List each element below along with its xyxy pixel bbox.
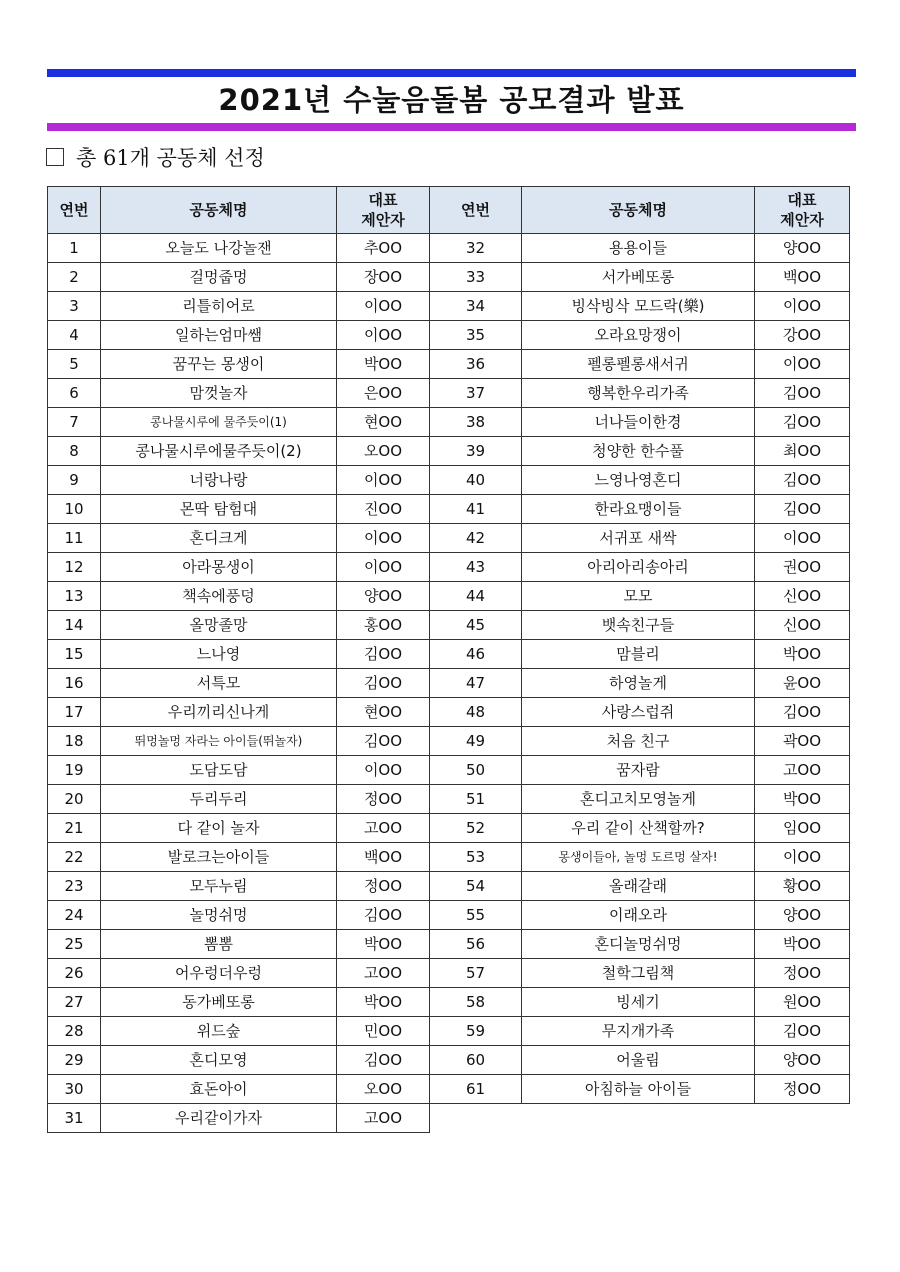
cell-rep: 고OO [755,756,850,785]
table-row [48,292,430,321]
cell-rep: 정OO [337,872,430,901]
cell-no: 49 [430,727,522,756]
cell-no: 55 [430,901,522,930]
cell-rep: 신OO [755,582,850,611]
cell-name: 맘블리 [522,640,755,669]
cell-no: 17 [48,698,101,727]
table-row [430,495,850,524]
cell-rep: 고OO [337,814,430,843]
cell-name: 빙세기 [522,988,755,1017]
table-row [48,756,430,785]
cell-rep: 민OO [337,1017,430,1046]
table-row [48,263,430,292]
cell-no: 36 [430,350,522,379]
cell-name: 몬딱 탐험대 [101,495,337,524]
cell-name: 이래오라 [522,901,755,930]
subtitle-text: 총 61개 공동체 선정 [76,146,265,170]
cell-rep: 황OO [755,872,850,901]
cell-rep: 정OO [755,1075,850,1104]
cell-name: 뛰멍놀멍 자라는 아이들(뛰놀자) [101,727,337,756]
cell-name: 모모 [522,582,755,611]
table-row [48,524,430,553]
cell-no: 40 [430,466,522,495]
cell-name: 너나들이한경 [522,408,755,437]
table-row [430,466,850,495]
cell-name: 혼디고치모영놀게 [522,785,755,814]
table-row [48,1075,430,1104]
cell-no: 34 [430,292,522,321]
table-row [430,959,850,988]
page-title: 2021년 수눌음돌봄 공모결과 발표 [218,83,685,117]
cell-rep: 임OO [755,814,850,843]
cell-rep: 홍OO [337,611,430,640]
cell-name: 하영놀게 [522,669,755,698]
cell-rep: 곽OO [755,727,850,756]
subtitle [46,144,265,172]
table-row [430,234,850,263]
table-row [48,640,430,669]
cell-name: 꿈자람 [522,756,755,785]
table-row [430,553,850,582]
cell-name: 무지개가족 [522,1017,755,1046]
cell-no: 53 [430,843,522,872]
table-row [430,1075,850,1104]
cell-name: 아라몽생이 [101,553,337,582]
cell-name: 놀멍쉬멍 [101,901,337,930]
cell-no: 46 [430,640,522,669]
table-row [48,466,430,495]
checkbox-square-icon [46,148,64,166]
cell-no: 14 [48,611,101,640]
cell-no: 16 [48,669,101,698]
cell-no: 26 [48,959,101,988]
cell-no: 22 [48,843,101,872]
cell-no: 37 [430,379,522,408]
table-row [48,1017,430,1046]
table-row [430,669,850,698]
cell-no: 35 [430,321,522,350]
cell-no: 42 [430,524,522,553]
cell-no: 4 [48,321,101,350]
table-row [430,988,850,1017]
cell-rep: 김OO [337,901,430,930]
cell-name: 뽐뽐 [101,930,337,959]
table-row [430,437,850,466]
table-row [48,234,430,263]
table-row [48,930,430,959]
cell-no: 23 [48,872,101,901]
cell-no: 2 [48,263,101,292]
cell-no: 21 [48,814,101,843]
cell-rep: 윤OO [755,669,850,698]
cell-rep: 박OO [337,988,430,1017]
cell-rep: 김OO [337,727,430,756]
cell-rep: 박OO [337,350,430,379]
header-rep-line1: 대표 [787,191,817,209]
table-row [430,1017,850,1046]
cell-name: 오라요망쟁이 [522,321,755,350]
cell-rep: 김OO [755,408,850,437]
cell-name: 서귀포 새싹 [522,524,755,553]
table-row [430,843,850,872]
results-table-left [47,186,430,1133]
table-row [430,814,850,843]
cell-rep: 양OO [755,234,850,263]
cell-no: 57 [430,959,522,988]
cell-rep: 추OO [337,234,430,263]
table-row [430,872,850,901]
table-row [430,263,850,292]
cell-no: 7 [48,408,101,437]
header-rep-line2: 제안자 [361,211,405,229]
cell-name: 느영나영혼디 [522,466,755,495]
cell-name: 오늘도 나강놀잰 [101,234,337,263]
cell-rep: 은OO [337,379,430,408]
cell-name: 콩나물시루에물주듯이(2) [101,437,337,466]
cell-rep: 이OO [755,292,850,321]
cell-rep: 박OO [337,930,430,959]
cell-name: 어울림 [522,1046,755,1075]
table-row [48,669,430,698]
cell-rep: 정OO [337,785,430,814]
cell-name: 일하는엄마쌤 [101,321,337,350]
cell-rep: 강OO [755,321,850,350]
table-row [430,350,850,379]
table-header-row [48,187,430,234]
cell-no: 10 [48,495,101,524]
table-row [430,727,850,756]
cell-rep: 원OO [755,988,850,1017]
cell-no: 44 [430,582,522,611]
table-row [430,379,850,408]
cell-no: 59 [430,1017,522,1046]
table-row [48,698,430,727]
table-row [430,930,850,959]
cell-name: 느나영 [101,640,337,669]
cell-name: 너랑나랑 [101,466,337,495]
cell-no: 48 [430,698,522,727]
table-row [430,408,850,437]
cell-no: 41 [430,495,522,524]
cell-no: 25 [48,930,101,959]
table-row [48,988,430,1017]
header-no: 연번 [48,187,101,234]
cell-name: 발로크는아이들 [101,843,337,872]
cell-name: 올래갈래 [522,872,755,901]
cell-rep: 김OO [337,640,430,669]
cell-rep: 이OO [337,524,430,553]
cell-rep: 박OO [755,640,850,669]
cell-name: 서특모 [101,669,337,698]
cell-no: 3 [48,292,101,321]
cell-no: 11 [48,524,101,553]
cell-name: 꿈꾸는 몽생이 [101,350,337,379]
table-row [48,959,430,988]
cell-rep: 박OO [755,930,850,959]
cell-no: 54 [430,872,522,901]
cell-no: 38 [430,408,522,437]
cell-name: 리틀히어로 [101,292,337,321]
table-row [430,611,850,640]
cell-no: 56 [430,930,522,959]
cell-no: 27 [48,988,101,1017]
cell-rep: 양OO [755,1046,850,1075]
table-row [48,843,430,872]
table-row [48,408,430,437]
cell-name: 한라요맹이들 [522,495,755,524]
cell-rep: 박OO [755,785,850,814]
cell-name: 뱃속친구들 [522,611,755,640]
cell-no: 33 [430,263,522,292]
header-rep [337,187,430,234]
cell-name: 콩나물시루에 물주듯이(1) [101,408,337,437]
cell-rep: 이OO [755,843,850,872]
cell-rep: 이OO [337,466,430,495]
cell-name: 맘껏놀자 [101,379,337,408]
cell-rep: 최OO [755,437,850,466]
table-row [48,495,430,524]
cell-name: 우리같이가자 [101,1104,337,1133]
cell-name: 우리끼리신나게 [101,698,337,727]
cell-no: 19 [48,756,101,785]
cell-rep: 양OO [755,901,850,930]
cell-no: 18 [48,727,101,756]
cell-name: 처음 친구 [522,727,755,756]
header-name: 공동체명 [522,187,755,234]
table-row [48,611,430,640]
cell-rep: 김OO [755,1017,850,1046]
cell-name: 용용이들 [522,234,755,263]
cell-rep: 정OO [755,959,850,988]
cell-no: 15 [48,640,101,669]
cell-rep: 이OO [755,350,850,379]
cell-name: 위드숲 [101,1017,337,1046]
cell-rep: 김OO [755,379,850,408]
table-row [430,785,850,814]
cell-rep: 양OO [337,582,430,611]
cell-name: 다 같이 놀자 [101,814,337,843]
cell-rep: 이OO [755,524,850,553]
cell-no: 20 [48,785,101,814]
header-rep-line1: 대표 [368,191,398,209]
cell-no: 60 [430,1046,522,1075]
cell-no: 8 [48,437,101,466]
cell-name: 책속에풍덩 [101,582,337,611]
cell-rep: 고OO [337,1104,430,1133]
cell-name: 효돈아이 [101,1075,337,1104]
cell-no: 12 [48,553,101,582]
cell-rep: 김OO [755,495,850,524]
cell-name: 청양한 한수풀 [522,437,755,466]
cell-no: 32 [430,234,522,263]
table-row [430,640,850,669]
cell-name: 혼디놀멍쉬멍 [522,930,755,959]
cell-no: 29 [48,1046,101,1075]
table-row [48,785,430,814]
table-row [48,379,430,408]
cell-name: 혼디모영 [101,1046,337,1075]
cell-no: 51 [430,785,522,814]
cell-name: 서가베또롱 [522,263,755,292]
table-row [48,901,430,930]
table-row [48,814,430,843]
cell-no: 28 [48,1017,101,1046]
cell-rep: 김OO [755,466,850,495]
cell-rep: 이OO [337,292,430,321]
cell-no: 50 [430,756,522,785]
cell-no: 39 [430,437,522,466]
cell-no: 9 [48,466,101,495]
cell-name: 올망졸망 [101,611,337,640]
cell-name: 혼디크게 [101,524,337,553]
cell-name: 아침하늘 아이들 [522,1075,755,1104]
top-blue-rule [47,69,856,77]
table-row [430,1046,850,1075]
cell-rep: 백OO [337,843,430,872]
cell-no: 61 [430,1075,522,1104]
cell-name: 사랑스럽쥐 [522,698,755,727]
cell-name: 우리 같이 산책할까? [522,814,755,843]
cell-no: 5 [48,350,101,379]
table-header-row [430,187,850,234]
table-row [48,437,430,466]
cell-no: 13 [48,582,101,611]
cell-rep: 장OO [337,263,430,292]
cell-no: 43 [430,553,522,582]
cell-name: 모두누림 [101,872,337,901]
header-name: 공동체명 [101,187,337,234]
cell-no: 6 [48,379,101,408]
cell-no: 45 [430,611,522,640]
header-no: 연번 [430,187,522,234]
table-row [48,872,430,901]
header-rep [755,187,850,234]
cell-rep: 김OO [755,698,850,727]
table-row [48,582,430,611]
cell-no: 30 [48,1075,101,1104]
table-row [430,582,850,611]
cell-rep: 신OO [755,611,850,640]
table-row [430,321,850,350]
cell-no: 47 [430,669,522,698]
cell-name: 두리두리 [101,785,337,814]
cell-rep: 김OO [337,1046,430,1075]
header-rep-line2: 제안자 [780,211,824,229]
cell-rep: 이OO [337,321,430,350]
cell-name: 어우렁더우렁 [101,959,337,988]
cell-rep: 고OO [337,959,430,988]
table-row [430,698,850,727]
cell-name: 걸멍줍멍 [101,263,337,292]
cell-rep: 현OO [337,698,430,727]
cell-name: 도담도담 [101,756,337,785]
table-row [48,1046,430,1075]
results-table-right [429,186,850,1104]
table-row [48,350,430,379]
cell-name: 빙삭빙삭 모드락(樂) [522,292,755,321]
table-row [48,553,430,582]
table-row [48,727,430,756]
cell-rep: 권OO [755,553,850,582]
table-row [430,524,850,553]
cell-name: 행복한우리가족 [522,379,755,408]
cell-name: 철학그림책 [522,959,755,988]
cell-rep: 진OO [337,495,430,524]
cell-name: 아리아리송아리 [522,553,755,582]
cell-name: 몽생이들아, 놀멍 도르멍 살자! [522,843,755,872]
cell-rep: 오OO [337,1075,430,1104]
cell-rep: 김OO [337,669,430,698]
cell-rep: 이OO [337,756,430,785]
table-row [430,901,850,930]
cell-no: 1 [48,234,101,263]
table-row [48,321,430,350]
cell-no: 52 [430,814,522,843]
table-row [430,292,850,321]
cell-rep: 이OO [337,553,430,582]
bottom-purple-rule [47,123,856,131]
table-row [430,756,850,785]
cell-name: 동가베또롱 [101,988,337,1017]
cell-rep: 현OO [337,408,430,437]
cell-rep: 오OO [337,437,430,466]
cell-rep: 백OO [755,263,850,292]
cell-no: 24 [48,901,101,930]
cell-no: 58 [430,988,522,1017]
table-row [48,1104,430,1133]
cell-no: 31 [48,1104,101,1133]
cell-name: 펠롱펠롱새서귀 [522,350,755,379]
